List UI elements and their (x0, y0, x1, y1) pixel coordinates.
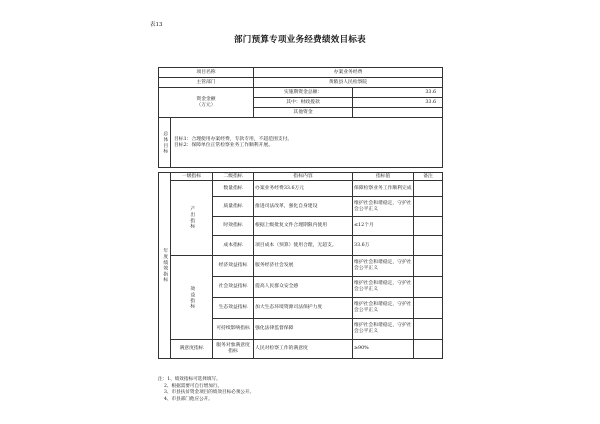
indicator-value: 维护社会和谐稳定，守护社会公平正义 (353, 319, 414, 340)
indicator-content: 推进司法改革，强化自身建设 (254, 197, 353, 217)
indicator-l2: 经济效益指标 (213, 256, 254, 277)
overall-goal-line: 目标1：合理使用办案经费，专款专用，不超范围支付。 (174, 136, 293, 142)
indicator-l2: 服务对象满意度指标 (213, 340, 254, 359)
indicator-remark (414, 319, 443, 340)
indicator-value: ≤12个月 (353, 217, 414, 236)
header-level1: 一级指标 (171, 173, 213, 181)
footnote: 注：1、绩效指标可选择填写。 (158, 377, 221, 382)
overall-goal-label: 总体目标 (159, 118, 171, 168)
indicator-content: 强化法律监督保障 (254, 319, 353, 340)
budget-row-label: 其中：财政拨款 (254, 98, 353, 108)
indicator-value: 33.6万 (353, 236, 414, 256)
footnote: 2、根据需要可自行增加行。 (164, 383, 223, 389)
group-output: 产出指标 (171, 181, 213, 256)
indicator-l2: 时效指标 (213, 217, 254, 236)
footnotes (158, 377, 254, 403)
indicator-content: 服务经济社会发展 (254, 256, 353, 277)
footnote: 4、市县部门他应公开。 (164, 396, 213, 402)
indicator-value: 维护社会和谐稳定，守护社会公平正义 (353, 197, 414, 217)
overall-goal-line: 目标2：保障单位正常检察业务工作顺利开展。 (174, 142, 273, 148)
indicator-remark (414, 340, 443, 359)
indicator-l2: 可持续影响指标 (213, 319, 254, 340)
indicator-l2: 成本指标 (213, 236, 254, 256)
indicator-l2: 质量指标 (213, 197, 254, 217)
budget-row-label: 实施期资金总额： (254, 88, 353, 98)
annual-indicators-label: 年度绩效指标 (159, 173, 171, 359)
indicator-content: 人民对检察工作的满意度 (254, 340, 353, 359)
indicator-content: 根据上级批复文件合理期限内使用 (254, 217, 353, 236)
budget-label: 资金金额 （万元） (159, 88, 254, 118)
header-content: 指标内容 (254, 173, 353, 181)
budget-row-value: 33.6 (353, 98, 443, 108)
dept-value: 黄陂县人民检察院 (254, 78, 443, 88)
indicator-l2: 数量指标 (213, 181, 254, 197)
indicator-remark (414, 181, 443, 197)
indicator-value: 保障检察业务工作顺利完成 (353, 181, 414, 197)
indicator-remark (414, 298, 443, 319)
indicator-remark (414, 197, 443, 217)
header-value: 指标值 (353, 173, 414, 181)
header-level2: 二级指标 (213, 173, 254, 181)
indicator-content: 项目成本（预算）使用合理，无超支。 (254, 236, 353, 256)
indicator-remark (414, 256, 443, 277)
footnote: 3、市县扶贫资金项目的绩效目标必须公开。 (164, 390, 255, 396)
group-satisfaction: 满意度指标 (171, 340, 213, 359)
indicator-remark (414, 236, 443, 256)
table-number: 表13 (150, 22, 163, 28)
indicator-content: 提高人民群众安全感 (254, 277, 353, 298)
budget-row-label: 其他资金 (254, 108, 353, 118)
project-name-value: 办案业务经费 (254, 68, 443, 78)
budget-row-value (353, 108, 443, 118)
indicator-value: 维护社会和谐稳定，守护社会公平正义 (353, 256, 414, 277)
page-title: 部门预算专项业务经费绩效目标表 (233, 35, 366, 45)
dept-label: 主管部门 (159, 78, 254, 88)
project-name-label: 项目名称 (159, 68, 254, 78)
indicator-value: 维护社会和谐稳定，守护社会公平正义 (353, 298, 414, 319)
indicator-remark (414, 217, 443, 236)
indicator-value: 维护社会和谐稳定，守护社会公平正义 (353, 277, 414, 298)
performance-target-table (158, 67, 443, 359)
budget-row-value: 33.6 (353, 88, 443, 98)
indicator-value: ≥90% (353, 340, 414, 359)
indicator-content: 办案业务经费33.6万元 (254, 181, 353, 197)
performance-target-sheet (158, 67, 442, 359)
group-benefit: 效益指标 (171, 256, 213, 340)
indicator-l2: 生态效益指标 (213, 298, 254, 319)
indicator-remark (414, 277, 443, 298)
indicator-l2: 社会效益指标 (213, 277, 254, 298)
header-remark: 备注 (414, 173, 443, 181)
indicator-content: 加大生态环境资源司法保护力度 (254, 298, 353, 319)
